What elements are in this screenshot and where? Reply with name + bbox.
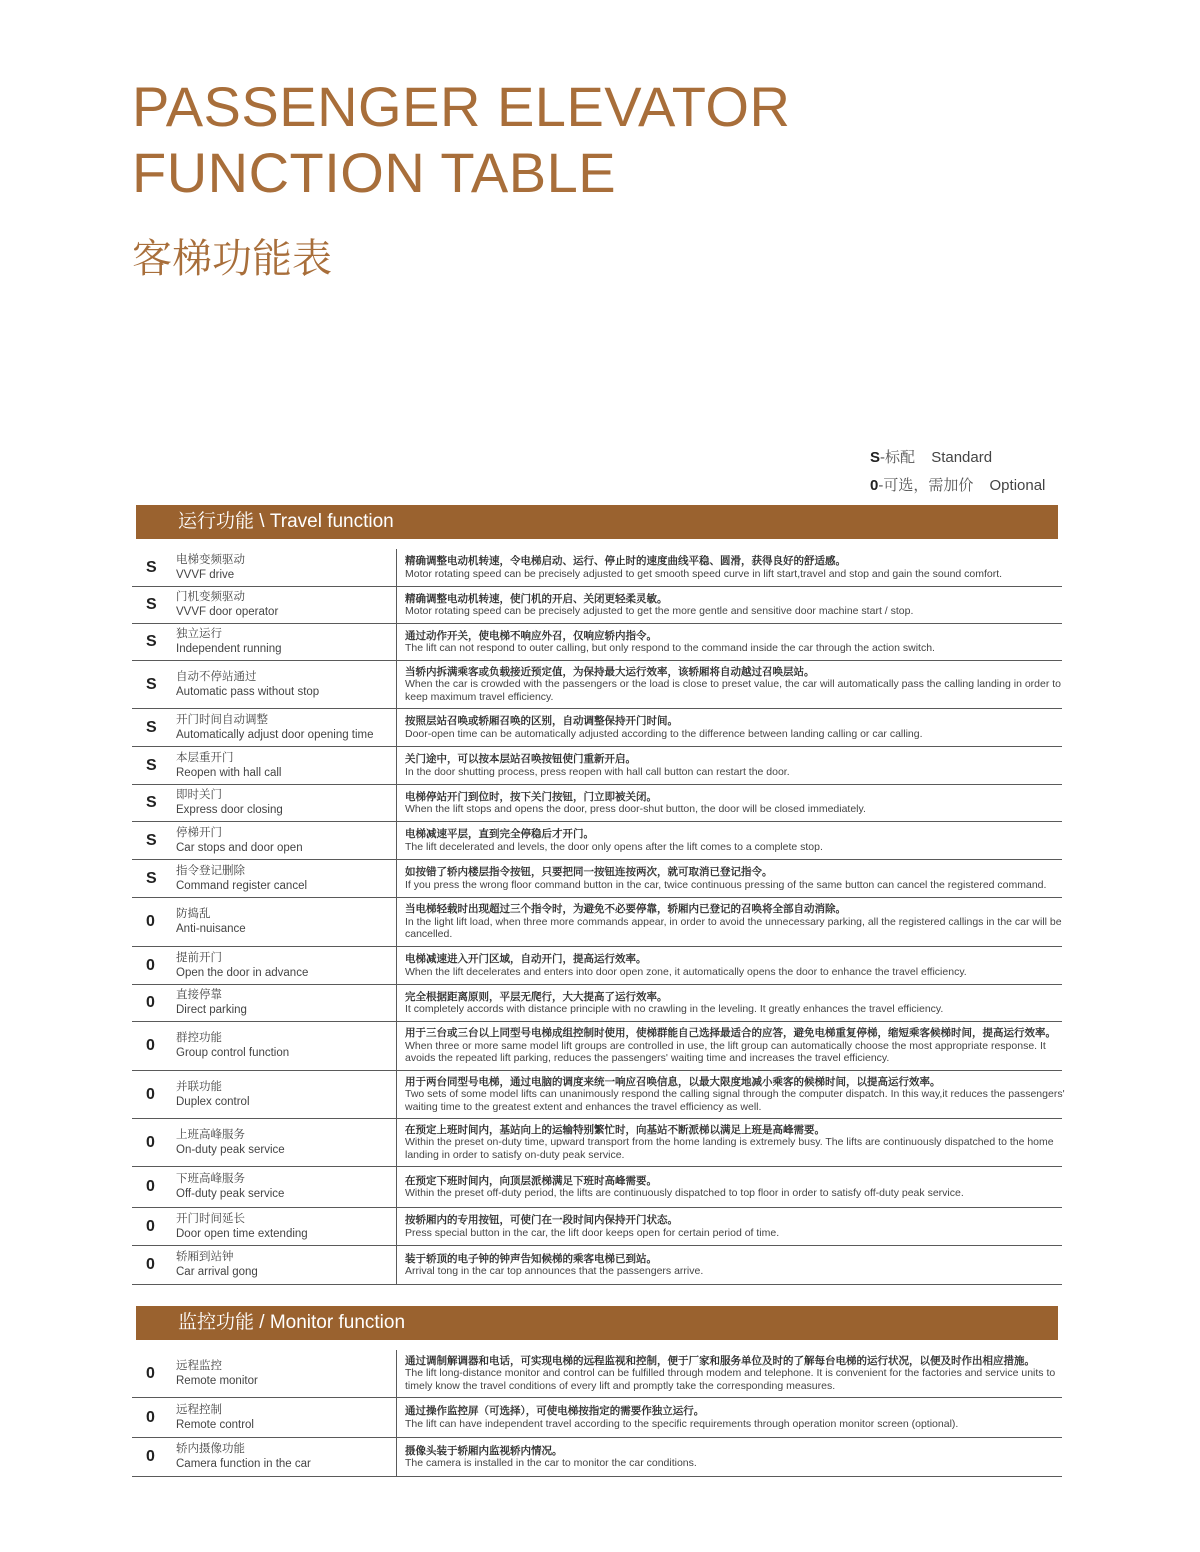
availability-mark: S	[146, 675, 157, 693]
column-divider	[396, 661, 397, 708]
column-divider	[396, 549, 397, 586]
description-cn: 电梯减速进入开门区域，自动开门，提高运行效率。	[405, 953, 647, 965]
column-divider	[396, 1071, 397, 1118]
table-row	[132, 1022, 1062, 1071]
function-description	[405, 1022, 1074, 1070]
table-row	[132, 985, 1062, 1022]
function-name	[176, 661, 392, 708]
availability-mark: 0	[146, 1085, 155, 1103]
description-en: Motor rotating speed can be precisely adjusted to get smooth speed curve in lift start,travel and stop and gain the sound comfort.	[405, 567, 1003, 580]
table-row	[132, 1438, 1062, 1477]
description-cn: 按轿厢内的专用按钮，可使门在一段时间内保持开门状态。	[405, 1214, 678, 1226]
function-description	[405, 624, 1074, 660]
function-name-cn: 轿内摄像功能	[176, 1443, 245, 1455]
function-name	[176, 1022, 392, 1070]
legend-optional	[870, 474, 1045, 495]
description-cn: 完全根据距离原则，平层无爬行，大大提高了运行效率。	[405, 990, 668, 1003]
column-divider	[396, 947, 397, 984]
function-name-en: Independent running	[176, 643, 282, 655]
description-en: Within the preset on-duty time, upward transport from the home landing is extremely busy. The lifts are continuously dispatched to the home landing in order to satisfy on-duty peak service.	[405, 1136, 1054, 1161]
table-row	[132, 587, 1062, 624]
availability-mark: 0	[146, 913, 155, 930]
table-row	[132, 1350, 1062, 1398]
availability-mark: 0	[146, 1448, 155, 1465]
function-description	[405, 1398, 1074, 1437]
column-divider	[396, 785, 397, 821]
description-cn: 关门途中，可以按本层站召唤按钮使门重新开启。	[405, 753, 636, 765]
description-en: When the lift stops and opens the door, press door-shut button, the door will be closed immediately.	[405, 803, 866, 815]
function-name-en: Anti-nuisance	[176, 923, 246, 935]
function-description	[405, 785, 1074, 821]
availability-mark: 0	[146, 994, 155, 1011]
function-name	[176, 624, 392, 660]
function-name-en: Open the door in advance	[176, 966, 309, 979]
function-name	[176, 709, 392, 746]
function-name-cn: 独立运行	[176, 628, 222, 640]
function-name-en: Car stops and door open	[176, 841, 303, 854]
description-cn: 通过操作监控屏（可选择），可使电梯按指定的需要作独立运行。	[405, 1405, 705, 1417]
title-line-2: FUNCTION TABLE	[132, 141, 617, 204]
function-name	[176, 747, 392, 784]
description-cn: 当轿内拆满乘客或负载接近预定值，为保持最大运行效率，该轿厢将自动越过召唤层站。	[405, 665, 815, 678]
description-cn: 按照层站召唤或轿厢召唤的区别，自动调整保持开门时间。	[405, 715, 678, 727]
function-name-cn: 远程监控	[176, 1359, 222, 1372]
function-name-en: Automatically adjust door opening time	[176, 728, 374, 741]
column-divider	[396, 747, 397, 784]
function-name-cn: 防捣乱	[176, 908, 211, 920]
function-description	[405, 822, 1074, 859]
function-name-cn: 提前开门	[176, 951, 222, 964]
function-name	[176, 1350, 392, 1397]
function-name-cn: 上班高峰服务	[176, 1128, 245, 1141]
function-name-cn: 轿厢到站钟	[176, 1251, 234, 1263]
legend-standard-cn: -标配	[880, 449, 916, 466]
function-name-en: Reopen with hall call	[176, 766, 282, 779]
function-name-cn: 本层重开门	[176, 751, 234, 764]
function-description	[405, 1246, 1074, 1284]
function-name-en: Duplex control	[176, 1095, 250, 1108]
availability-mark: S	[146, 794, 157, 811]
description-en: When the lift decelerates and enters into door open zone, it automatically opens the door to enhance the travel efficiency.	[405, 965, 967, 978]
function-name-en: Express door closing	[176, 804, 283, 816]
legend-standard	[870, 446, 992, 467]
function-name-en: Group control function	[176, 1047, 290, 1059]
availability-mark: 0	[146, 1178, 155, 1195]
function-name-en: Direct parking	[176, 1004, 247, 1016]
availability-mark: 0	[146, 956, 155, 974]
column-divider	[396, 1119, 397, 1166]
table-row	[132, 1167, 1062, 1208]
table-row	[132, 785, 1062, 822]
function-name-en: VVVF drive	[176, 568, 235, 581]
legend-standard-mark: S	[870, 449, 881, 466]
description-cn: 电梯停站开门到位时，按下关门按钮，门立即被关闭。	[405, 790, 657, 803]
function-name-en: Remote control	[176, 1418, 254, 1431]
availability-mark: 0	[146, 1364, 155, 1382]
function-name-cn: 远程控制	[176, 1403, 222, 1416]
function-description	[405, 860, 1074, 897]
function-description	[405, 947, 1074, 984]
description-cn: 通过调制解调器和电话，可实现电梯的远程监视和控制，便于厂家和服务单位及时的了解每台电梯的运行状况，以便及时作出相应措施。	[405, 1354, 1035, 1367]
description-cn: 当电梯轻载时出现超过三个指令时，为避免不必要停靠，轿厢内已登记的召唤将全部自动消除。	[405, 903, 846, 916]
function-name-cn: 下班高峰服务	[176, 1173, 245, 1185]
function-name-en: VVVF door operator	[176, 606, 279, 618]
page-title	[132, 74, 790, 206]
table-row	[132, 1208, 1062, 1246]
table-row	[132, 1071, 1065, 1119]
function-name-en: Off-duty peak service	[176, 1188, 285, 1200]
function-name	[176, 1438, 392, 1476]
function-name	[176, 549, 392, 586]
function-description	[405, 747, 1074, 784]
description-cn: 在预定上班时间内，基站向上的运输特别繁忙时，向基站不断派梯以满足上班是高峰需要。	[405, 1123, 825, 1136]
function-name	[176, 898, 392, 946]
function-name-cn: 开门时间自动调整	[176, 713, 268, 726]
availability-mark: S	[146, 558, 157, 576]
column-divider	[396, 1398, 397, 1437]
availability-mark: S	[146, 756, 157, 774]
function-description	[405, 1350, 1074, 1397]
description-cn: 如按错了轿内楼层指令按钮，只要把同一按钮连按两次，就可取消已登记指令。	[405, 866, 773, 878]
table-row	[132, 947, 1062, 985]
description-en: The lift can have independent travel according to the specific requirements through operation monitor screen (optional).	[405, 1417, 959, 1430]
column-divider	[396, 1246, 397, 1284]
table-row	[132, 709, 1062, 747]
column-divider	[396, 822, 397, 859]
column-divider	[396, 587, 397, 623]
description-en: In the light lift load, when three more commands appear, in order to avoid the unnecessary parking, all the registered callings in the car will be cancelled.	[405, 915, 1062, 941]
availability-mark: 0	[146, 1133, 155, 1151]
function-description	[405, 898, 1074, 946]
legend-optional-en: Optional	[989, 477, 1046, 494]
availability-mark: 0	[146, 1217, 155, 1235]
availability-mark: S	[146, 633, 157, 650]
description-cn: 通过动作开关，使电梯不响应外召，仅响应轿内指令。	[405, 629, 657, 642]
description-cn: 装于轿顶的电子钟的钟声告知候梯的乘客电梯已到站。	[405, 1252, 657, 1265]
description-en: Door-open time can be automatically adjusted according to the difference between landing calling or car calling.	[405, 727, 923, 740]
legend-optional-mark: 0	[870, 477, 879, 494]
function-name-cn: 开门时间延长	[176, 1212, 245, 1225]
function-description	[405, 1167, 1074, 1207]
function-name-en: Door open time extending	[176, 1227, 308, 1240]
description-en: The lift can not respond to outer calling, but only respond to the command inside the car through the action switch.	[405, 642, 935, 654]
function-name	[176, 1398, 392, 1437]
monitor-section-label: 监控功能 / Monitor function	[178, 1312, 406, 1333]
function-name-cn: 电梯变频驱动	[176, 553, 245, 566]
function-name-cn: 自动不停站通过	[176, 670, 257, 683]
column-divider	[396, 985, 397, 1021]
function-name	[176, 1208, 392, 1245]
availability-mark: S	[146, 596, 157, 613]
title-line-1: PASSENGER ELEVATOR	[132, 75, 791, 138]
function-description	[405, 549, 1074, 586]
function-name-en: On-duty peak service	[176, 1143, 285, 1156]
table-row	[132, 624, 1062, 661]
legend-optional-cn: -可选，需加价	[878, 477, 974, 494]
description-en: Two sets of some model lifts can unanimously respond the calling signal through the computer dispatch. In this way,it reduces the passengers' waiting time to the greatest extent and enhances the travel efficiency as well.	[405, 1088, 1065, 1113]
function-description	[405, 1119, 1074, 1166]
table-row	[132, 1119, 1062, 1167]
description-en: The lift decelerated and levels, the door only opens after the lift comes to a complete stop.	[405, 840, 823, 853]
description-en: It completely accords with distance principle with no crawling in the leveling. It greatly enhances the travel efficiency.	[405, 1003, 944, 1015]
description-en: Within the preset off-duty period, the lifts are continuously dispatched to top floor in order to satisfy off-duty peak service.	[405, 1187, 964, 1199]
function-name-en: Command register cancel	[176, 879, 308, 892]
function-name-en: Camera function in the car	[176, 1458, 311, 1470]
monitor-section-header	[136, 1306, 1058, 1340]
description-cn: 精确调整电动机转速，使门机的开启、关闭更轻柔灵敏。	[405, 592, 668, 605]
function-description	[405, 709, 1074, 746]
description-en: Motor rotating speed can be precisely adjusted to get the more gentle and sensitive door machine start / stop.	[405, 605, 914, 617]
availability-mark: S	[146, 869, 157, 887]
description-cn: 用于三台或三台以上同型号电梯成组控制时使用，使梯群能自己选择最适合的应答，避免电梯重复停梯，缩短乘客候梯时间，提高运行效率。	[405, 1027, 1056, 1040]
availability-mark: S	[146, 718, 157, 736]
description-en: Press special button in the car, the lift door keeps open for certain period of time.	[405, 1226, 780, 1239]
availability-mark: 0	[146, 1037, 155, 1054]
function-description	[405, 1208, 1074, 1245]
function-name-en: Remote monitor	[176, 1374, 258, 1387]
column-divider	[396, 1208, 397, 1245]
function-description	[405, 661, 1074, 708]
description-cn: 在预定下班时间内，向顶层派梯满足下班时高峰需要。	[405, 1174, 657, 1187]
function-name-en: Automatic pass without stop	[176, 685, 320, 698]
description-en: The lift long-distance monitor and control can be fulfilled through modem and telephone. It is convenient for the factories and service units to timely know the travel conditions of every lift and promptly take the corresponding measures.	[405, 1367, 1056, 1392]
function-name	[176, 785, 392, 821]
description-cn: 精确调整电动机转速，令电梯启动、运行、停止时的速度曲线平稳、圆滑，获得良好的舒适感。	[405, 555, 846, 567]
description-en: When the car is crowded with the passengers or the load is close to preset value, the car will automatically pass the calling landing in order to keep maximum travel efficiency.	[405, 678, 1062, 703]
description-en: Arrival tong in the car top announces that the passengers arrive.	[405, 1265, 704, 1277]
availability-mark: S	[146, 831, 157, 849]
function-description	[405, 1438, 1074, 1476]
function-name	[176, 1119, 392, 1166]
travel-section-header	[136, 505, 1058, 539]
function-name-cn: 停梯开门	[176, 826, 222, 839]
function-name	[176, 822, 392, 859]
description-en: In the door shutting process, press reopen with hall call button can restart the door.	[405, 765, 790, 778]
column-divider	[396, 1167, 397, 1207]
column-divider	[396, 1350, 397, 1397]
table-row	[132, 822, 1062, 860]
column-divider	[396, 624, 397, 660]
table-row	[132, 1246, 1062, 1285]
function-name-cn: 群控功能	[176, 1032, 222, 1044]
table-row	[132, 661, 1062, 709]
function-description	[405, 985, 1074, 1021]
function-name	[176, 947, 392, 984]
description-en: When three or more same model lift groups are controlled in use, the lift group can automatically choose the most appropriate response. It avoids the repeated lift parking, reduces the passengers' waiting time and increases the travel efficiency.	[405, 1039, 1046, 1065]
function-name	[176, 587, 392, 623]
availability-mark: 0	[146, 1256, 155, 1273]
description-cn: 用于两台同型号电梯，通过电脑的调度来统一响应召唤信息，以最大限度地减小乘客的候梯时间，以提高运行效率。	[405, 1075, 941, 1088]
page-title-chinese: 客梯功能表	[132, 236, 332, 282]
function-name-cn: 指令登记删除	[176, 864, 245, 877]
travel-section-label: 运行功能 \ Travel function	[178, 511, 394, 532]
description-cn: 摄像头装于轿厢内监视轿内情况。	[405, 1444, 563, 1457]
table-row	[132, 898, 1062, 947]
function-description	[405, 587, 1074, 623]
monitor-function-table	[132, 1350, 1062, 1477]
description-en: If you press the wrong floor command button in the car, twice continuous pressing of the same button can cancel the registered command.	[405, 878, 1047, 891]
column-divider	[396, 898, 397, 946]
column-divider	[396, 709, 397, 746]
function-name-cn: 直接停靠	[176, 989, 222, 1001]
description-en: The camera is installed in the car to monitor the car conditions.	[405, 1457, 697, 1469]
legend-standard-en: Standard	[931, 449, 993, 466]
table-row	[132, 1398, 1062, 1438]
table-row	[132, 747, 1062, 785]
column-divider	[396, 1022, 397, 1070]
table-row	[132, 549, 1062, 587]
function-name	[176, 860, 392, 897]
function-name	[176, 985, 392, 1021]
function-name	[176, 1246, 392, 1284]
function-name-cn: 并联功能	[176, 1080, 222, 1093]
function-name	[176, 1167, 392, 1207]
travel-function-table	[132, 549, 1065, 1285]
table-row	[132, 860, 1062, 898]
description-cn: 电梯减速平层，直到完全停稳后才开门。	[405, 828, 594, 840]
function-name-cn: 门机变频驱动	[176, 591, 245, 603]
column-divider	[396, 860, 397, 897]
function-name-cn: 即时关门	[176, 789, 222, 801]
function-name-en: Car arrival gong	[176, 1266, 258, 1278]
function-name	[176, 1071, 392, 1118]
availability-mark: 0	[146, 1408, 155, 1426]
column-divider	[396, 1438, 397, 1476]
function-description	[405, 1071, 1074, 1118]
